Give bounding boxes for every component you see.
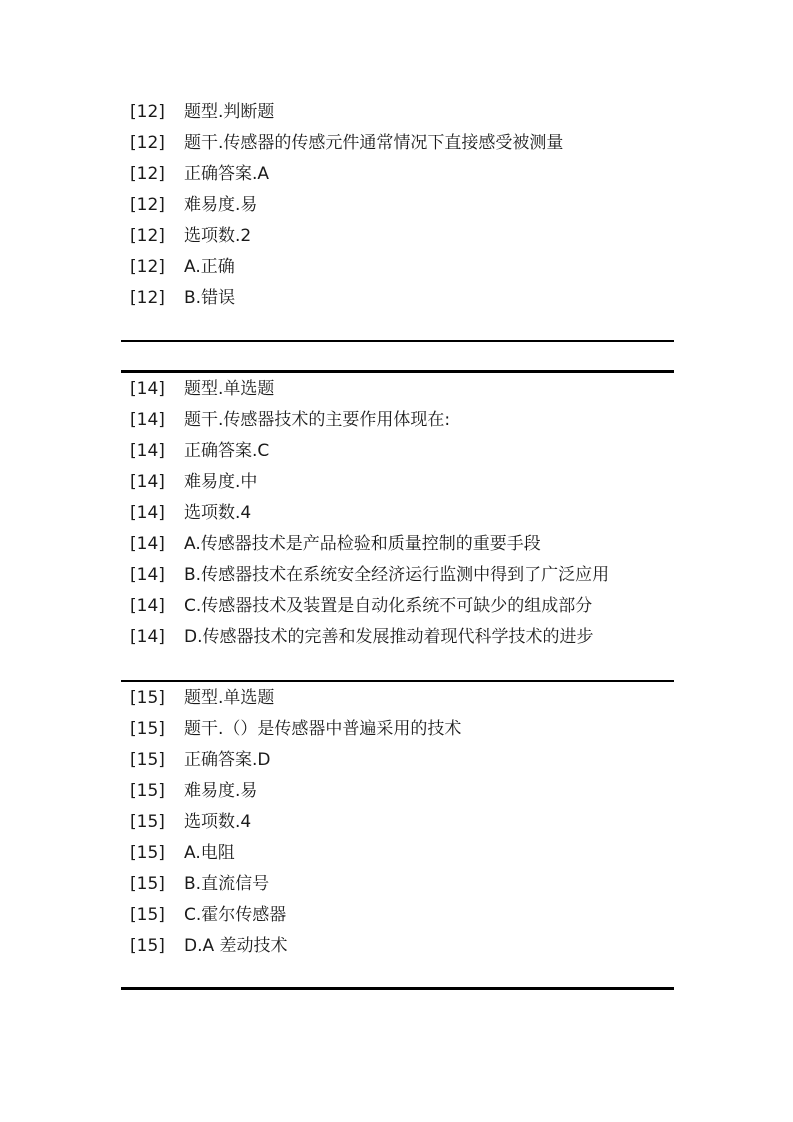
question-number: [14] xyxy=(130,410,165,430)
separator-line xyxy=(121,370,674,373)
question-line xyxy=(130,374,670,405)
question-line xyxy=(130,97,670,128)
question-number: [14] xyxy=(130,596,165,616)
question-type: 题型.判断题 xyxy=(184,102,275,122)
question-line xyxy=(130,221,670,252)
question-number: [15] xyxy=(130,905,165,925)
question-type: 题型.单选题 xyxy=(184,688,275,708)
question-number: [12] xyxy=(130,164,165,184)
question-stem: 题干.传感器的传感元件通常情况下直接感受被测量 xyxy=(184,133,564,153)
question-line xyxy=(130,591,670,622)
correct-answer: 正确答案.D xyxy=(184,750,271,770)
question-stem: 题干.（）是传感器中普遍采用的技术 xyxy=(184,719,462,739)
question-number: [15] xyxy=(130,719,165,739)
question-line xyxy=(130,128,670,159)
question-line xyxy=(130,529,670,560)
question-number: [14] xyxy=(130,534,165,554)
difficulty: 难易度.中 xyxy=(184,472,258,492)
question-number: [14] xyxy=(130,627,165,647)
question-block-15 xyxy=(130,683,670,962)
correct-answer: 正确答案.A xyxy=(184,164,270,184)
question-stem: 题干.传感器技术的主要作用体现在: xyxy=(184,410,451,430)
question-line xyxy=(130,252,670,283)
question-number: [15] xyxy=(130,843,165,863)
option-b: B.直流信号 xyxy=(184,874,270,894)
question-number: [12] xyxy=(130,102,165,122)
question-number: [14] xyxy=(130,379,165,399)
question-number: [12] xyxy=(130,257,165,277)
question-line xyxy=(130,807,670,838)
correct-answer: 正确答案.C xyxy=(184,441,270,461)
question-number: [15] xyxy=(130,936,165,956)
option-count: 选项数.2 xyxy=(184,226,252,246)
question-line xyxy=(130,683,670,714)
question-type: 题型.单选题 xyxy=(184,379,275,399)
question-line xyxy=(130,498,670,529)
question-line xyxy=(130,869,670,900)
difficulty: 难易度.易 xyxy=(184,781,258,801)
question-line xyxy=(130,405,670,436)
question-line xyxy=(130,467,670,498)
question-number: [12] xyxy=(130,226,165,246)
question-number: [12] xyxy=(130,195,165,215)
option-b: B.错误 xyxy=(184,288,236,308)
question-line xyxy=(130,560,670,591)
question-number: [15] xyxy=(130,812,165,832)
option-b: B.传感器技术在系统安全经济运行监测中得到了广泛应用 xyxy=(184,565,610,585)
question-line xyxy=(130,159,670,190)
question-number: [14] xyxy=(130,565,165,585)
question-number: [15] xyxy=(130,781,165,801)
question-block-14 xyxy=(130,374,670,653)
question-line xyxy=(130,900,670,931)
question-number: [15] xyxy=(130,874,165,894)
question-line xyxy=(130,436,670,467)
question-number: [12] xyxy=(130,288,165,308)
question-line xyxy=(130,622,670,653)
separator-line xyxy=(121,680,674,682)
question-line xyxy=(130,714,670,745)
option-count: 选项数.4 xyxy=(184,812,252,832)
question-number: [14] xyxy=(130,441,165,461)
question-number: [15] xyxy=(130,750,165,770)
question-line xyxy=(130,283,670,314)
question-line xyxy=(130,190,670,221)
question-line xyxy=(130,745,670,776)
question-number: [14] xyxy=(130,503,165,523)
option-c: C.传感器技术及装置是自动化系统不可缺少的组成部分 xyxy=(184,596,593,616)
question-number: [14] xyxy=(130,472,165,492)
option-a: A.传感器技术是产品检验和质量控制的重要手段 xyxy=(184,534,541,554)
question-block-12 xyxy=(130,97,670,314)
separator-line xyxy=(121,987,674,990)
option-count: 选项数.4 xyxy=(184,503,252,523)
separator-line xyxy=(121,340,674,342)
difficulty: 难易度.易 xyxy=(184,195,258,215)
option-c: C.霍尔传感器 xyxy=(184,905,287,925)
option-a: A.正确 xyxy=(184,257,235,277)
question-number: [12] xyxy=(130,133,165,153)
question-line xyxy=(130,931,670,962)
question-line xyxy=(130,838,670,869)
question-line xyxy=(130,776,670,807)
question-number: [15] xyxy=(130,688,165,708)
option-d: D.A 差动技术 xyxy=(184,936,288,956)
option-d: D.传感器技术的完善和发展推动着现代科学技术的进步 xyxy=(184,627,594,647)
option-a: A.电阻 xyxy=(184,843,235,863)
